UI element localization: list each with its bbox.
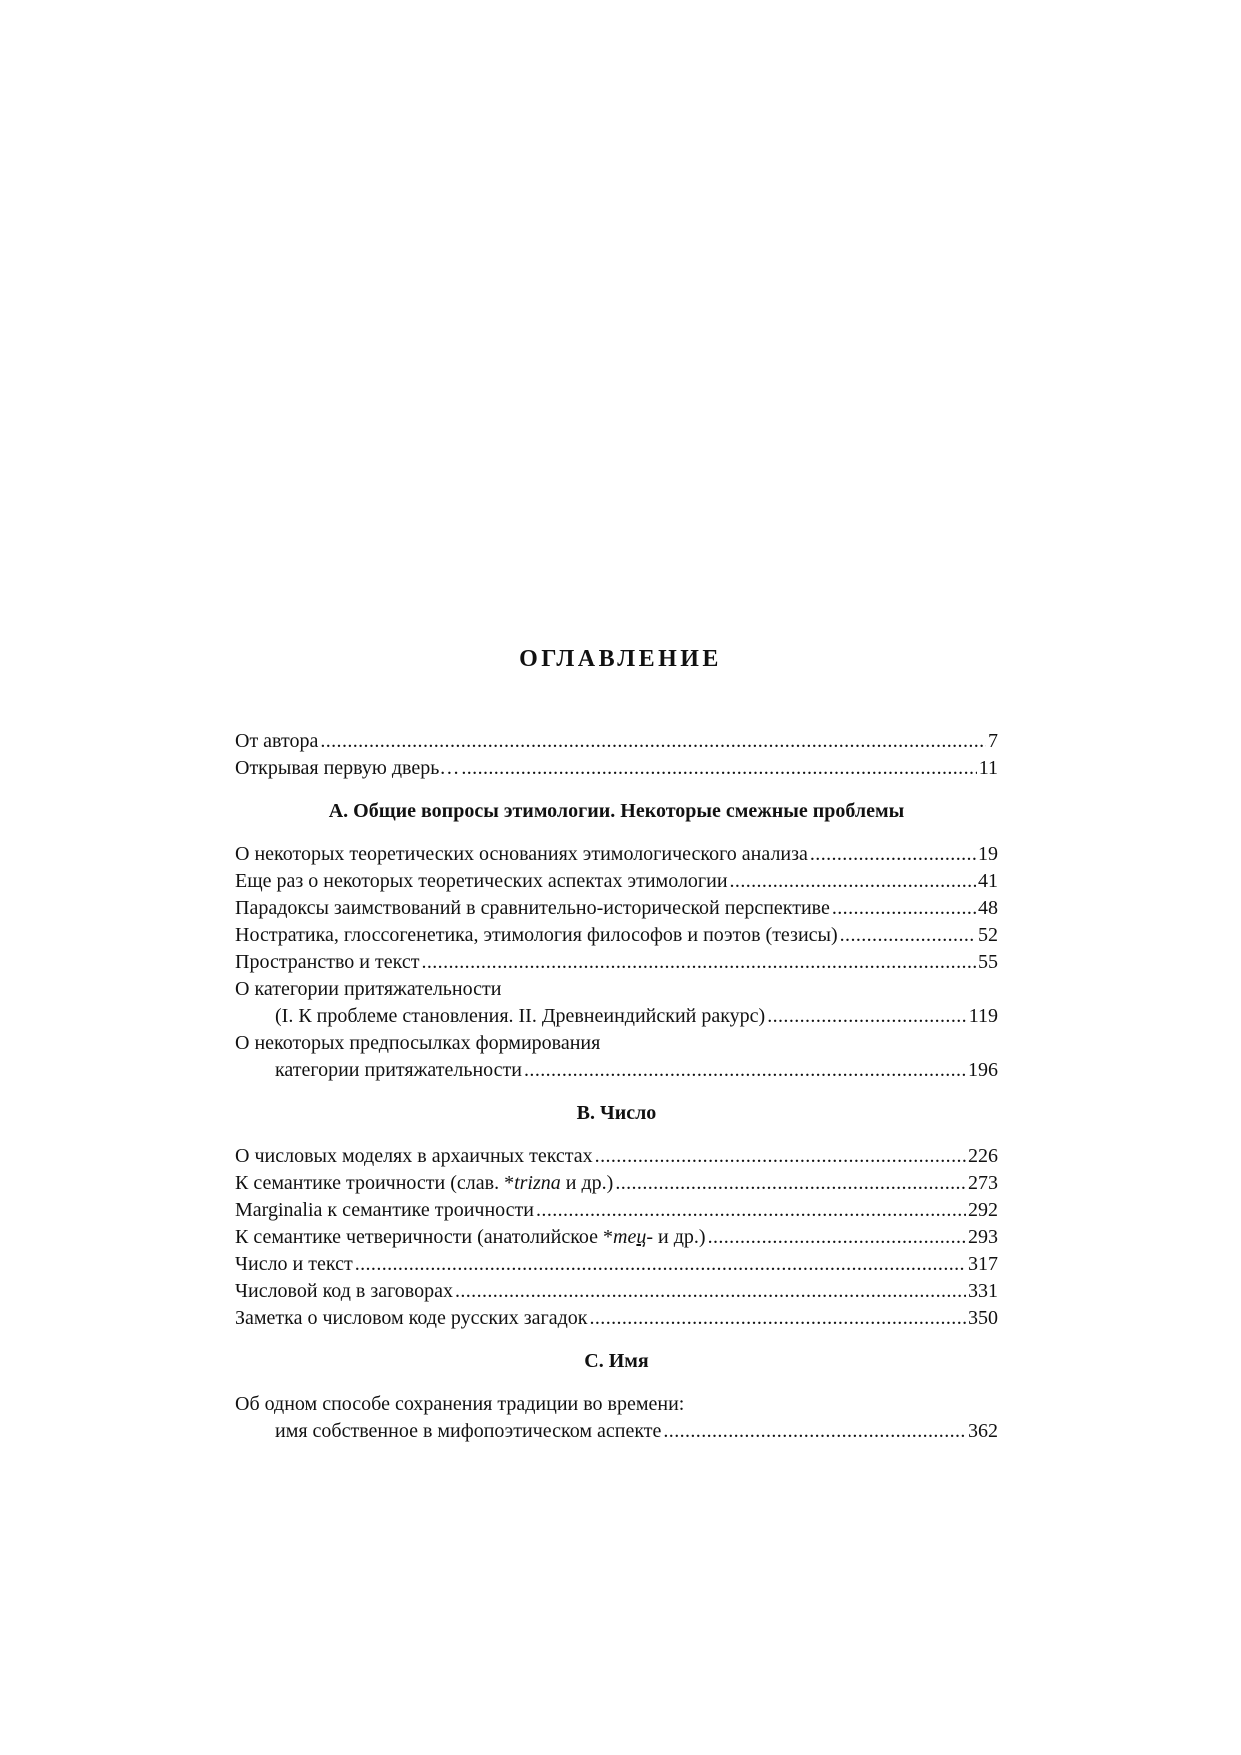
dot-leader <box>615 1170 966 1197</box>
entry-title <box>235 1224 706 1251</box>
entry-title-italic: trizna <box>514 1172 561 1194</box>
dot-leader <box>320 728 986 755</box>
dot-leader <box>810 841 976 868</box>
toc-entry[interactable] <box>235 1278 998 1305</box>
page-number: 55 <box>978 951 998 973</box>
section-heading-b: В. Число <box>576 1102 657 1124</box>
entry-title-part: К семантике троичности (слав. * <box>235 1172 515 1194</box>
entry-title: Ностратика, глоссогенетика, этимология философов и поэтов (тезисы) <box>235 924 838 946</box>
toc-entry[interactable] <box>235 1170 998 1197</box>
page-number: 11 <box>978 757 998 779</box>
entry-title: О некоторых теоретических основаниях этимологического анализа <box>235 843 808 865</box>
entry-title-line1: О категории притяжательности <box>235 978 502 1000</box>
entry-title: Число и текст <box>235 1253 353 1275</box>
toc-body <box>235 728 998 1445</box>
entry-title: От автора <box>235 730 319 752</box>
page-number: 119 <box>968 1005 998 1027</box>
section-b-entries <box>235 1143 998 1332</box>
dot-leader <box>524 1057 966 1084</box>
entry-title: Числовой код в заговорах <box>235 1280 453 1302</box>
page-number: 48 <box>978 897 998 919</box>
toc-entry[interactable] <box>235 1224 998 1251</box>
entry-title: Заметка о числовом коде русских загадок <box>235 1307 588 1329</box>
entry-title: Еще раз о некоторых теоретических аспектах этимологии <box>235 870 728 892</box>
page-number: 292 <box>968 1199 998 1221</box>
page-number: 19 <box>978 843 998 865</box>
page-number: 273 <box>968 1172 998 1194</box>
section-c-entries <box>235 1391 998 1445</box>
dot-leader <box>767 1003 967 1030</box>
entry-title <box>235 1170 613 1197</box>
toc-entry[interactable] <box>235 1251 998 1278</box>
entry-title: Открывая первую дверь… <box>235 757 460 779</box>
entry-title-italic-underlined: ц <box>636 1226 647 1248</box>
toc-entry[interactable] <box>235 1003 998 1030</box>
entry-title-line1: Об одном способе сохранения традиции во времени: <box>235 1393 685 1415</box>
entry-title: Пространство и текст <box>235 951 420 973</box>
dot-leader <box>832 895 976 922</box>
dot-leader <box>730 868 976 895</box>
section-heading-a: А. Общие вопросы этимологии. Некоторые смежные проблемы <box>328 800 905 822</box>
page-title: ОГЛАВЛЕНИЕ <box>519 646 722 672</box>
dot-leader <box>461 755 976 782</box>
page-number: 41 <box>978 870 998 892</box>
entry-title-line1: О некоторых предпосылках формирования <box>235 1032 601 1054</box>
dot-leader <box>663 1418 966 1445</box>
entry-title: Парадоксы заимствований в сравнительно-исторической перспективе <box>235 897 830 919</box>
entry-title-italic: те <box>613 1226 637 1248</box>
page-number: 362 <box>968 1420 998 1442</box>
entry-title-part: К семантике четверичности (анатолийское * <box>235 1226 614 1248</box>
entry-title-part: и др.) <box>560 1172 614 1194</box>
toc-entry[interactable] <box>235 1143 998 1170</box>
toc-entry[interactable] <box>235 1197 998 1224</box>
toc-entry[interactable] <box>235 949 998 976</box>
dot-leader <box>536 1197 966 1224</box>
toc-entry-from-author[interactable] <box>235 728 998 755</box>
dot-leader <box>590 1305 967 1332</box>
toc-entry[interactable] <box>235 1418 998 1445</box>
page-number: 7 <box>988 730 998 752</box>
page-number: 317 <box>968 1253 998 1275</box>
dot-leader <box>840 922 976 949</box>
dot-leader <box>421 949 976 976</box>
entry-title: имя собственное в мифопоэтическом аспекте <box>275 1420 662 1442</box>
dot-leader <box>455 1278 966 1305</box>
toc-entry[interactable] <box>235 868 998 895</box>
entry-title: категории притяжательности <box>275 1059 523 1081</box>
toc-entry-opening-first-door[interactable] <box>235 755 998 782</box>
dot-leader <box>595 1143 966 1170</box>
page-number: 350 <box>968 1307 998 1329</box>
front-matter-group <box>235 728 998 782</box>
entry-title: Marginalia к семантике троичности <box>235 1199 535 1221</box>
section-a-entries <box>235 841 998 1084</box>
page-number: 226 <box>968 1145 998 1167</box>
entry-title-part: - и др.) <box>646 1226 706 1248</box>
toc-entry[interactable] <box>235 895 998 922</box>
toc-entry[interactable] <box>235 1057 998 1084</box>
dot-leader <box>708 1224 966 1251</box>
toc-entry[interactable] <box>235 922 998 949</box>
page-number: 52 <box>978 924 998 946</box>
entry-title: (I. К проблеме становления. II. Древнеиндийский ракурс) <box>275 1005 766 1027</box>
toc-entry[interactable] <box>235 1305 998 1332</box>
page-number: 196 <box>968 1059 998 1081</box>
toc-entry[interactable] <box>235 841 998 868</box>
section-heading-c: С. Имя <box>584 1350 649 1372</box>
dot-leader <box>355 1251 966 1278</box>
page-number: 331 <box>968 1280 998 1302</box>
page-number: 293 <box>968 1226 998 1248</box>
entry-title: О числовых моделях в архаичных текстах <box>235 1145 593 1167</box>
